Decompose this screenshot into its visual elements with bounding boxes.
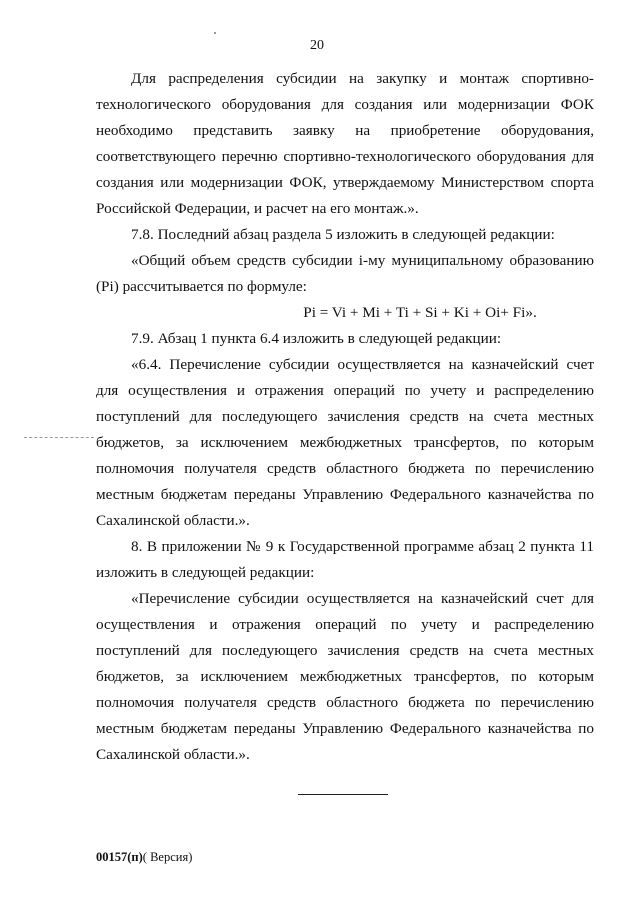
paragraph-6-4: «6.4. Перечисление субсидии осуществляется на казначейский счет для осуществления и отражения операций по учету и распределению поступлений для последующего зачисления средств на счета местных бюджетов, за исключением межбюджетных трансфертов, по которым полномочия получателя средств областного бюджета по перечислению местным бюджетам переданы Управлению Федерального казначейства по Сахалинской области.».	[96, 356, 594, 529]
margin-scan-mark	[24, 437, 94, 438]
page-number: 20	[310, 38, 324, 53]
document-body	[96, 66, 594, 768]
scan-speck	[214, 32, 216, 34]
document-code: 00157(п)	[96, 850, 143, 864]
paragraph-7-9: 7.9. Абзац 1 пункта 6.4 изложить в следующей редакции:	[131, 330, 502, 347]
paragraph-subsidy-volume: «Общий объем средств субсидии i-му муниципальному образованию (Pi) рассчитывается по формуле:	[96, 252, 594, 295]
document-version: ( Версия)	[142, 850, 193, 864]
paragraph-transfer: «Перечисление субсидии осуществляется на казначейский счет для осуществления и отражения операций по учету и распределению поступлений для последующего зачисления средств на счета местных бюджетов, за исключением межбюджетных трансфертов, по которым полномочия получателя средств областного бюджета по перечислению местным бюджетам переданы Управлению Федерального казначейства по Сахалинской области.».	[96, 590, 594, 763]
subsidy-formula: Pi = Vi + Mi + Ti + Si + Ki + Oi+ Fi».	[303, 304, 537, 321]
document-footer	[96, 850, 192, 865]
paragraph-fok-equipment: Для распределения субсидии на закупку и монтаж спортивно-технологического оборудования для создания или модернизации ФОК необходимо представить заявку на приобретение оборудования, соответствующего перечню спортивно-технологического оборудования для создания или модернизации ФОК, утверждаемому Министерством спорта Российской Федерации, и расчет на его монтаж.».	[96, 70, 594, 217]
paragraph-7-8: 7.8. Последний абзац раздела 5 изложить в следующей редакции:	[131, 226, 555, 243]
closing-separator-line	[298, 794, 388, 795]
paragraph-appendix-9: 8. В приложении № 9 к Государственной программе абзац 2 пункта 11 изложить в следующей редакции:	[96, 538, 594, 581]
